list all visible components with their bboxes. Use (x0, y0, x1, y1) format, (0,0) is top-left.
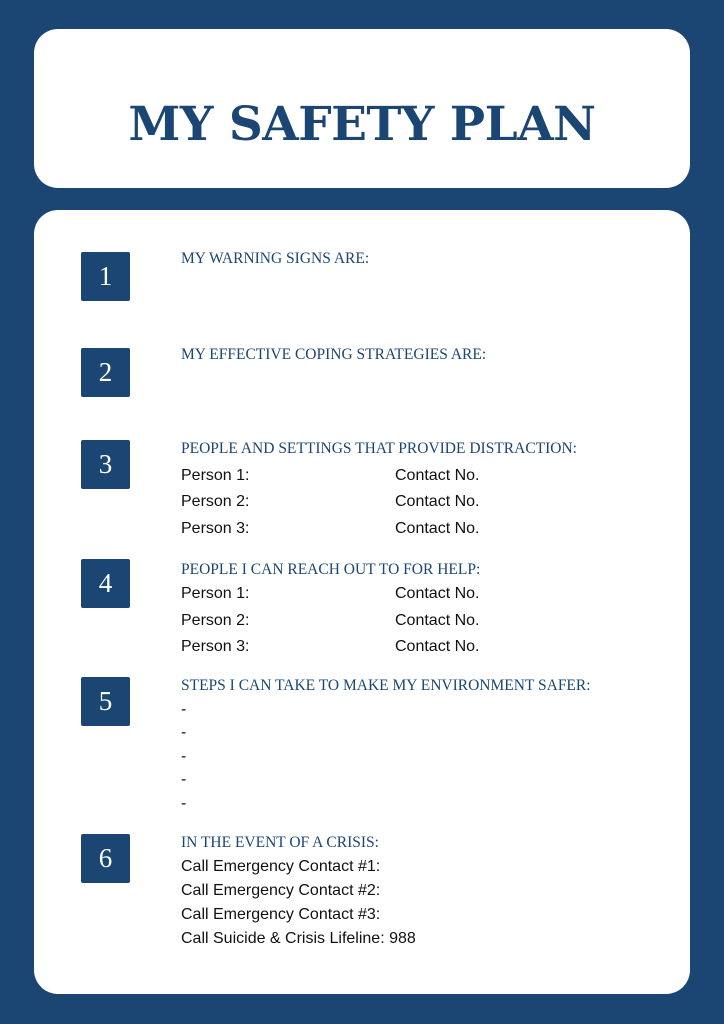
section-6-number-badge: 6 (81, 834, 130, 883)
section-5-bullet-1: - (181, 701, 187, 718)
section-4-contact-2-label: Contact No. (395, 612, 480, 629)
section-4-contact-3-label: Contact No. (395, 638, 480, 655)
section-4-person-3-label: Person 3: (181, 638, 250, 655)
section-3-person-1-label: Person 1: (181, 467, 250, 484)
section-3-person-3-label: Person 3: (181, 520, 250, 537)
section-4-heading: PEOPLE I CAN REACH OUT TO FOR HELP: (181, 561, 481, 578)
section-3-contact-2-label: Contact No. (395, 493, 480, 510)
section-3-contact-3-label: Contact No. (395, 520, 480, 537)
section-4-number-badge: 4 (81, 559, 130, 608)
section-4-contact-1-label: Contact No. (395, 585, 480, 602)
section-4-person-2-label: Person 2: (181, 612, 250, 629)
section-3-person-2-label: Person 2: (181, 493, 250, 510)
section-4-person-1-label: Person 1: (181, 585, 250, 602)
section-2-number-badge: 2 (81, 348, 130, 397)
page-title: MY SAFETY PLAN (128, 97, 596, 152)
section-5-number-badge: 5 (81, 677, 130, 726)
section-3-contact-1-label: Contact No. (395, 467, 480, 484)
section-5-bullet-5: - (181, 795, 187, 812)
section-3-heading: PEOPLE AND SETTINGS THAT PROVIDE DISTRACTION: (181, 440, 577, 457)
section-6-line-4: Call Suicide & Crisis Lifeline: 988 (181, 930, 416, 947)
section-5-bullet-4: - (181, 771, 187, 788)
section-3-number-badge: 3 (81, 440, 130, 489)
section-1-heading: MY WARNING SIGNS ARE: (181, 250, 370, 267)
section-1-number-badge: 1 (81, 252, 130, 301)
section-5-bullet-2: - (181, 724, 187, 741)
section-6-line-3: Call Emergency Contact #3: (181, 906, 381, 923)
section-6-heading: IN THE EVENT OF A CRISIS: (181, 834, 379, 851)
section-6-line-1: Call Emergency Contact #1: (181, 858, 381, 875)
section-6-line-2: Call Emergency Contact #2: (181, 882, 381, 899)
section-5-heading: STEPS I CAN TAKE TO MAKE MY ENVIRONMENT SAFER: (181, 677, 591, 694)
title-card (34, 29, 690, 188)
section-5-bullet-3: - (181, 748, 187, 765)
content-card (34, 210, 690, 994)
section-2-heading: MY EFFECTIVE COPING STRATEGIES ARE: (181, 346, 487, 363)
